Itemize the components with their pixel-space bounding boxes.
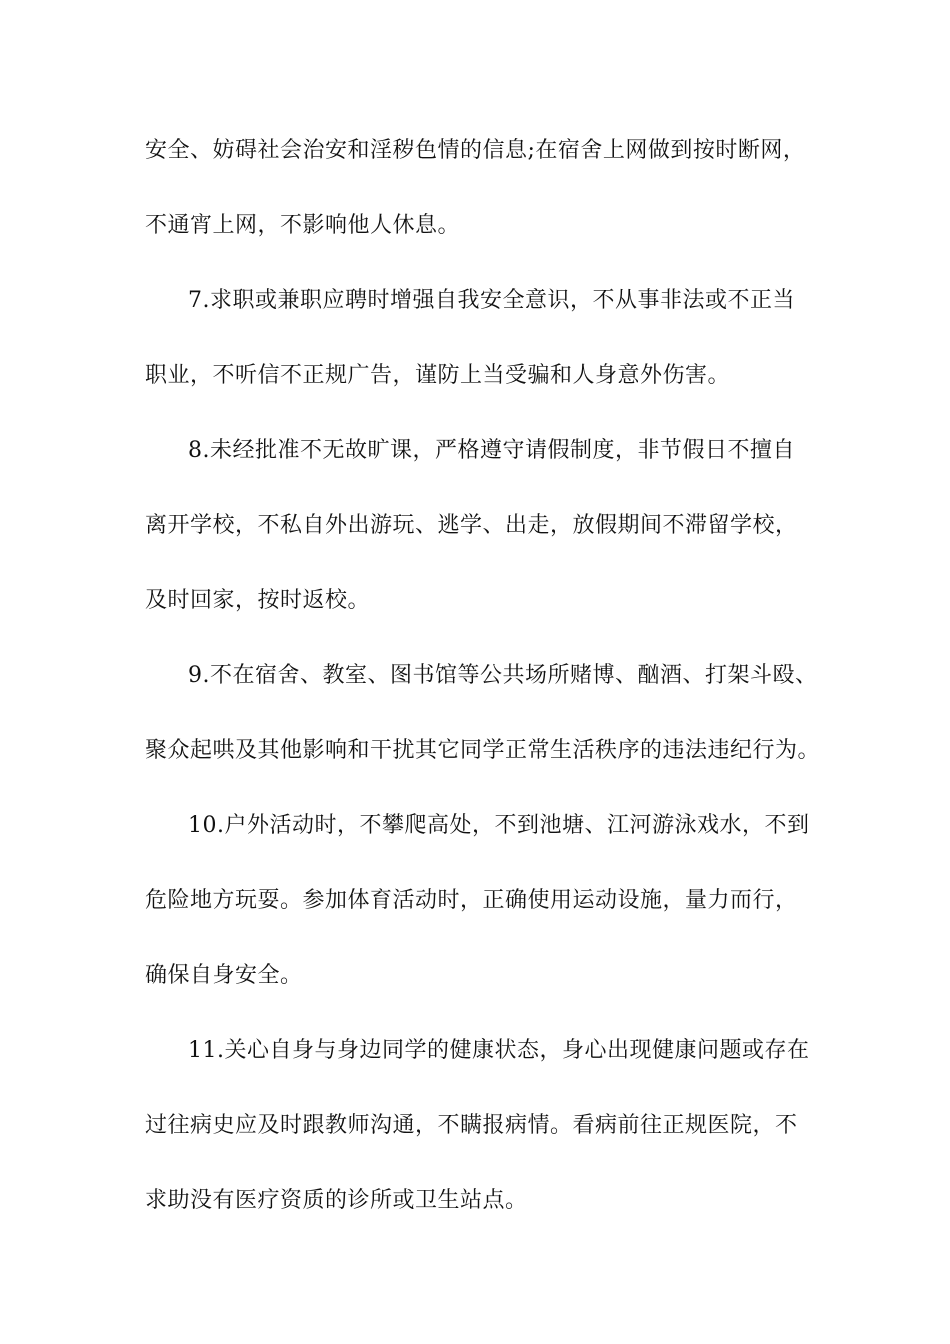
paragraph-9-start: 9.不在宿舍、教室、图书馆等公共场所赌博、酗酒、打架斗殴、 [188, 663, 818, 688]
text-line: 求助没有医疗资质的诊所或卫生站点。 [145, 1188, 528, 1213]
text-line: 聚众起哄及其他影响和干扰其它同学正常生活秩序的违法违纪行为。 [145, 738, 821, 763]
text-line: 过往病史应及时跟教师沟通，不瞒报病情。看病前往正规医院，不 [145, 1113, 798, 1138]
text-line: 离开学校，不私自外出游玩、逃学、出走，放假期间不滞留学校， [145, 513, 798, 538]
text-line: 安全、妨碍社会治安和淫秽色情的信息;在宿舍上网做到按时断网， [145, 138, 806, 163]
text-line: 不通宵上网，不影响他人休息。 [145, 213, 461, 238]
text-line: 确保自身安全。 [145, 963, 303, 988]
paragraph-10-start: 10.户外活动时，不攀爬高处，不到池塘、江河游泳戏水，不到 [188, 813, 810, 838]
text-line: 危险地方玩耍。参加体育活动时，正确使用运动设施，量力而行， [145, 888, 798, 913]
paragraph-8-start: 8.未经批准不无故旷课，严格遵守请假制度，非节假日不擅自 [188, 438, 795, 463]
paragraph-11-start: 11.关心自身与身边同学的健康状态，身心出现健康问题或存在 [188, 1038, 810, 1063]
paragraph-7-start: 7.求职或兼职应聘时增强自我安全意识，不从事非法或不正当 [188, 288, 795, 313]
text-line: 职业，不听信不正规广告，谨防上当受骗和人身意外伤害。 [145, 363, 731, 388]
text-line: 及时回家，按时返校。 [145, 588, 371, 613]
